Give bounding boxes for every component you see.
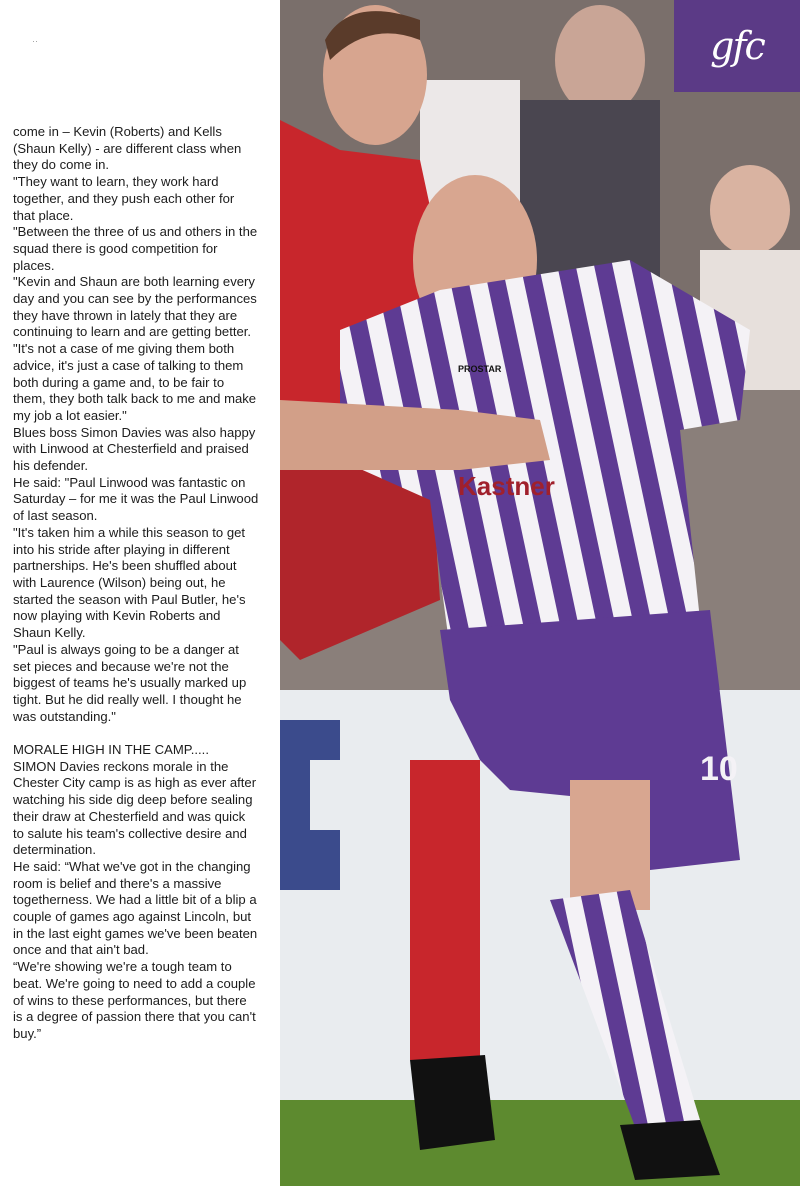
section-heading: MORALE HIGH IN THE CAMP..... [13,742,209,757]
club-logo-box [674,0,800,92]
purple-player-leg [570,780,650,910]
club-logo-icon: gfc [710,24,764,68]
article-body [13,124,259,1043]
red-player-leg [410,760,480,1060]
article-paragraph: come in – Kevin (Roberts) and Kells (Shaun Kelly) - are different class when they do come in. [13,124,242,173]
article-paragraph: "It's not a case of me giving them both advice, it's just a case of talking to them both during a game and, to be fair to them, they both talk back to me and make my job a lot easier." [13,341,257,423]
shirt-sponsor-text: Kastner [458,471,555,501]
article-paragraph: He said: “What we've got in the changing room is belief and there's a massive togetherness. We had a little bit of a blip a couple of games ago against Lincoln, but in the last eight games we've been beaten once and that ain't bad. [13,858,258,958]
article-paragraph: He said: "Paul Linwood was fantastic on Saturday – for me it was the Paul Linwood of last season. [13,474,259,524]
spectator-shape [555,5,645,115]
article-paragraph: Blues boss Simon Davies was also happy with Linwood at Chesterfield and praised his defender. [13,424,256,474]
top-marks: ·· [32,36,38,46]
kit-brand-text: PROSTAR [458,364,502,374]
article-paragraph: "Kevin and Shaun are both learning every day and you can see by the performances they have thrown in lately that they are continuing to learn and are getting better. [13,274,257,340]
article-paragraph: "It's taken him a while this season to get into his stride after playing in different partnerships. He's been shuffled about with Laurence (Wilson) being out, he started the season with Paul Butler, he's now playing with Kevin Roberts and Shaun Kelly. [13,524,246,641]
red-player-boot [410,1055,495,1150]
spectator-shape [710,165,790,255]
article-paragraph: “We're showing we're a tough team to beat. We're going to need to add a couple of wins to these performances, but there is a degree of passion there that you can't buy.” [13,959,256,1041]
text-column [0,0,280,1186]
article-paragraph: SIMON Davies reckons morale in the Chester City camp is as high as ever after watching his side dig deep before sealing their draw at Chesterfield and was quick to salute his team's collective desire and determination. [13,758,257,858]
shorts-number-text: 10 [700,750,738,788]
match-photo [280,0,800,1186]
article-paragraph: "Between the three of us and others in the squad there is good competition for places. [13,224,258,273]
article-paragraph: "Paul is always going to be a danger at set pieces and because we're not the biggest of teams he's usually marked up tight. But he did really well. I thought he was outstanding." [13,641,247,724]
football-action-illustration [280,0,800,1186]
article-paragraph: "They want to learn, they work hard together, and they push each other for that place. [13,174,235,223]
pitch-grass [280,1100,800,1186]
